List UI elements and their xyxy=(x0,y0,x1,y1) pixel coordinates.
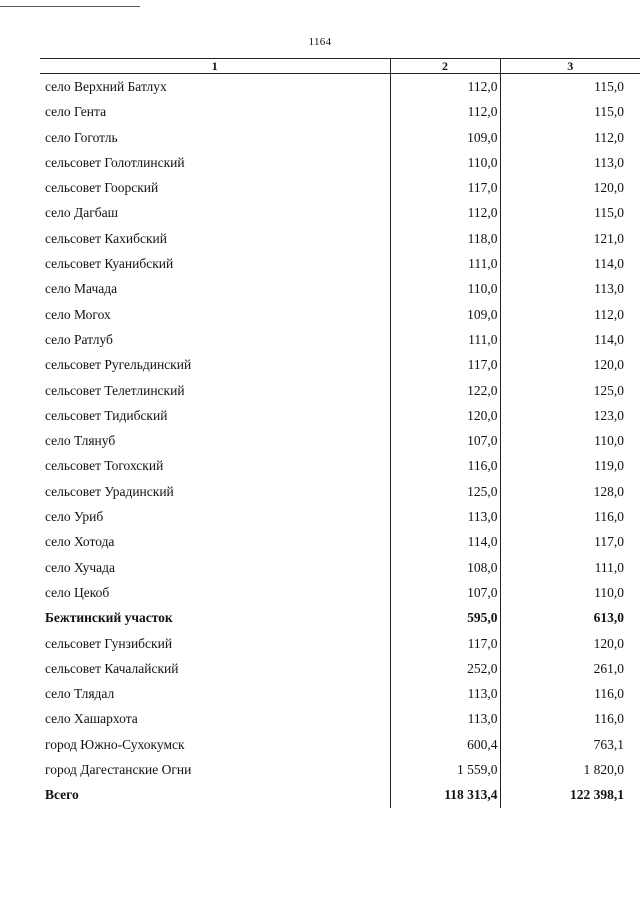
row-value-col-2: 111,0 xyxy=(390,251,500,276)
table-row xyxy=(40,251,640,276)
row-value-col-2: 110,0 xyxy=(390,150,500,175)
table-row xyxy=(40,74,640,100)
row-value-col-3: 114,0 xyxy=(594,256,624,272)
row-name-cell: село Тлядал xyxy=(45,686,115,702)
row-value-col-3: 117,0 xyxy=(594,534,624,550)
row-value-col-3: 110,0 xyxy=(594,584,624,600)
row-value-col-3: 116,0 xyxy=(594,509,624,525)
row-value-col-3: 763,1 xyxy=(593,736,624,752)
row-value-col-3: 115,0 xyxy=(594,79,624,94)
row-value-col-2: 600,4 xyxy=(390,732,500,757)
row-value-col-3: 613,0 xyxy=(593,610,624,626)
row-value-col-3: 121,0 xyxy=(593,230,624,246)
row-name-cell: город Дагестанские Огни xyxy=(45,762,192,778)
row-name-cell: сельсовет Куанибский xyxy=(45,256,174,272)
row-name-cell: село Гента xyxy=(45,104,107,120)
row-name-cell: сельсовет Ругельдинский xyxy=(45,357,192,373)
row-name-cell: село Уриб xyxy=(45,509,104,525)
table-row xyxy=(40,580,640,605)
table-body xyxy=(40,74,640,808)
header-col-1: 1 xyxy=(40,59,390,74)
row-name-cell: сельсовет Качалайский xyxy=(45,660,179,676)
row-value-col-3: 120,0 xyxy=(593,635,624,651)
row-value-col-3: 112,0 xyxy=(594,129,624,145)
row-value-col-2: 117,0 xyxy=(390,631,500,656)
row-value-col-3: 116,0 xyxy=(594,686,624,702)
corner-scan-line xyxy=(0,6,140,7)
row-value-col-2: 113,0 xyxy=(390,681,500,706)
header-col-2: 2 xyxy=(390,59,500,74)
row-value-col-2: 117,0 xyxy=(390,175,500,200)
row-value-col-3: 128,0 xyxy=(593,483,624,499)
table-header-row xyxy=(40,59,640,74)
row-name-cell: село Ратлуб xyxy=(45,331,113,347)
row-name-cell: Бежтинский участок xyxy=(45,610,173,626)
table-row xyxy=(40,302,640,327)
row-value-col-3: 111,0 xyxy=(594,559,624,575)
table-row xyxy=(40,428,640,453)
table-row xyxy=(40,529,640,554)
row-value-col-2: 112,0 xyxy=(390,200,500,225)
row-value-col-2: 107,0 xyxy=(390,428,500,453)
row-value-col-2: 110,0 xyxy=(390,276,500,301)
row-value-col-3: 123,0 xyxy=(593,407,624,423)
table-row xyxy=(40,504,640,529)
table-row xyxy=(40,479,640,504)
data-table-container xyxy=(40,58,640,808)
table-row xyxy=(40,656,640,681)
table-row xyxy=(40,276,640,301)
row-name-cell: сельсовет Тогохский xyxy=(45,458,164,474)
row-value-col-3: 119,0 xyxy=(594,458,624,474)
row-name-cell: село Дагбаш xyxy=(45,205,119,221)
table-row xyxy=(40,352,640,377)
row-value-col-2: 120,0 xyxy=(390,403,500,428)
row-name-cell: сельсовет Телетлинский xyxy=(45,382,185,398)
row-name-cell: сельсовет Кахибский xyxy=(45,230,168,246)
row-value-col-3: 261,0 xyxy=(593,660,624,676)
header-col-3: 3 xyxy=(500,59,640,74)
table-row xyxy=(40,681,640,706)
table-row xyxy=(40,631,640,656)
row-value-col-3: 115,0 xyxy=(594,104,624,120)
row-value-col-2: 109,0 xyxy=(390,302,500,327)
row-value-col-3: 113,0 xyxy=(594,281,624,297)
table-row-total xyxy=(40,782,640,807)
table-row xyxy=(40,403,640,428)
row-value-col-2: 107,0 xyxy=(390,580,500,605)
row-value-col-2: 116,0 xyxy=(390,453,500,478)
row-name-cell: сельсовет Гунзибский xyxy=(45,635,173,651)
data-table xyxy=(40,58,640,808)
row-name-cell: село Хучада xyxy=(45,559,115,575)
table-row xyxy=(40,125,640,150)
row-value-col-3: 120,0 xyxy=(593,357,624,373)
row-name-cell: село Верхний Батлух xyxy=(45,79,167,94)
table-row xyxy=(40,150,640,175)
row-name-cell: сельсовет Урадинский xyxy=(45,483,174,499)
row-value-col-2: 1 559,0 xyxy=(390,757,500,782)
row-value-col-2: 252,0 xyxy=(390,656,500,681)
table-row xyxy=(40,226,640,251)
row-value-col-2: 118 313,4 xyxy=(390,782,500,807)
row-name-cell: село Хашархота xyxy=(45,711,138,727)
row-name-cell: село Цекоб xyxy=(45,584,110,600)
row-value-col-2: 112,0 xyxy=(390,74,500,100)
table-row xyxy=(40,378,640,403)
row-value-col-2: 109,0 xyxy=(390,125,500,150)
row-value-col-2: 117,0 xyxy=(390,352,500,377)
row-value-col-3: 110,0 xyxy=(594,433,624,449)
row-name-cell: село Могох xyxy=(45,306,111,322)
table-row xyxy=(40,327,640,352)
row-value-col-2: 114,0 xyxy=(390,529,500,554)
row-value-col-3: 120,0 xyxy=(593,180,624,196)
row-value-col-2: 122,0 xyxy=(390,378,500,403)
table-row xyxy=(40,175,640,200)
table-row-total xyxy=(40,605,640,630)
row-name-cell: село Тлянуб xyxy=(45,433,116,449)
row-value-col-3: 122 398,1 xyxy=(570,787,624,803)
row-value-col-3: 112,0 xyxy=(594,306,624,322)
row-name-cell: село Хотода xyxy=(45,534,115,550)
row-value-col-2: 111,0 xyxy=(390,327,500,352)
row-value-col-2: 112,0 xyxy=(390,99,500,124)
row-value-col-3: 114,0 xyxy=(594,331,624,347)
row-value-col-2: 113,0 xyxy=(390,504,500,529)
table-row xyxy=(40,555,640,580)
table-row xyxy=(40,99,640,124)
table-row xyxy=(40,453,640,478)
page-number: 1164 xyxy=(308,36,332,48)
row-name-cell: город Южно-Сухокумск xyxy=(45,736,185,752)
table-row xyxy=(40,200,640,225)
table-row xyxy=(40,732,640,757)
row-value-col-3: 1 820,0 xyxy=(583,762,624,778)
row-value-col-2: 125,0 xyxy=(390,479,500,504)
row-name-cell: Всего xyxy=(45,787,79,803)
row-value-col-3: 113,0 xyxy=(594,154,624,170)
row-name-cell: сельсовет Гоорский xyxy=(45,180,159,196)
row-value-col-2: 595,0 xyxy=(390,605,500,630)
row-value-col-2: 108,0 xyxy=(390,555,500,580)
row-name-cell: сельсовет Голотлинский xyxy=(45,154,185,170)
row-name-cell: село Мачада xyxy=(45,281,118,297)
row-name-cell: село Гоготль xyxy=(45,129,118,145)
row-value-col-2: 118,0 xyxy=(390,226,500,251)
row-value-col-3: 116,0 xyxy=(594,711,624,727)
row-value-col-3: 125,0 xyxy=(593,382,624,398)
row-name-cell: сельсовет Тидибский xyxy=(45,407,168,423)
row-value-col-2: 113,0 xyxy=(390,706,500,731)
table-row xyxy=(40,757,640,782)
row-value-col-3: 115,0 xyxy=(594,205,624,221)
table-row xyxy=(40,706,640,731)
